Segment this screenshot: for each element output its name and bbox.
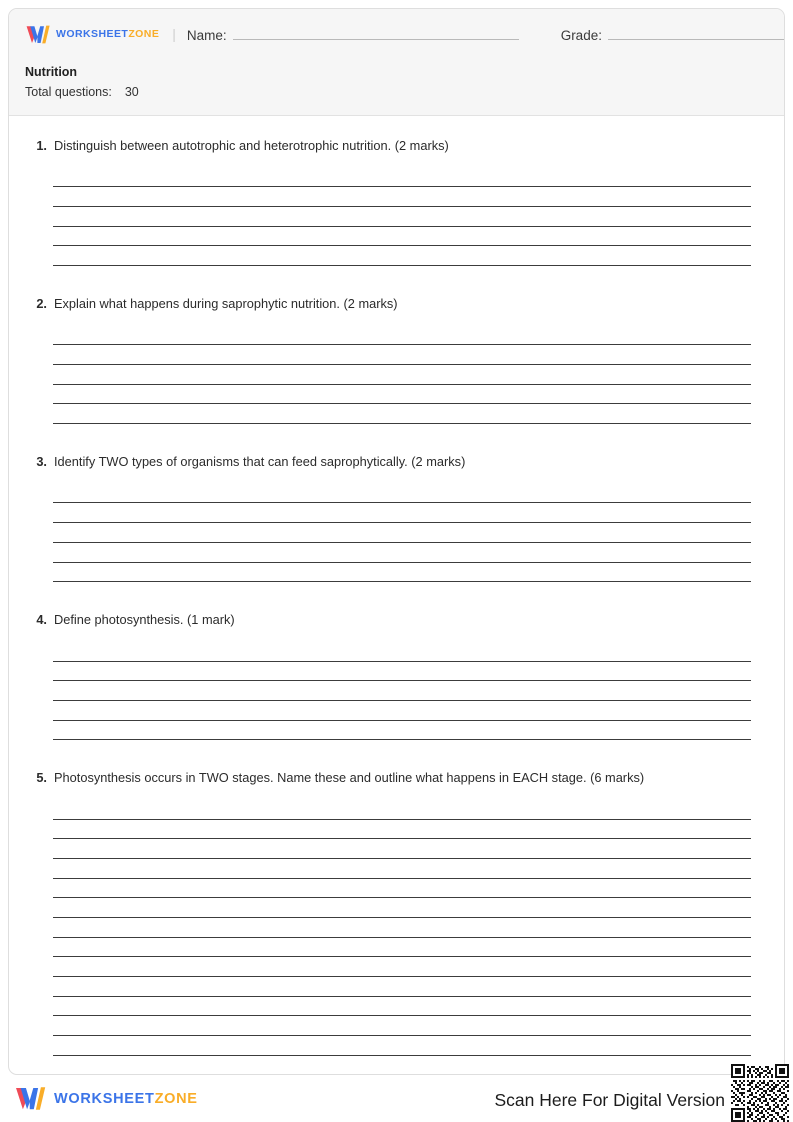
question-header [25,612,768,629]
answer-area[interactable] [53,484,751,582]
grade-field-label: Grade: [560,27,602,43]
answer-line[interactable] [53,227,751,247]
answer-line[interactable] [53,879,751,899]
answer-line[interactable] [53,938,751,958]
worksheet-zone-w-logo-icon [14,1086,47,1111]
footer-brand-logo[interactable] [14,1086,198,1111]
answer-line[interactable] [53,187,751,207]
answer-line[interactable] [53,977,751,997]
answer-line[interactable] [53,385,751,405]
answer-line[interactable] [53,1056,751,1075]
answer-area[interactable] [53,800,751,1075]
spacer [25,582,768,612]
total-questions [25,85,768,99]
question-item [25,138,768,266]
total-questions-value: 30 [124,85,139,99]
answer-line[interactable] [53,957,751,977]
footer-brand-word-zone: ZONE [154,1090,198,1107]
question-number: 1. [36,138,47,153]
worksheet-zone-w-logo-icon [25,25,51,44]
answer-area[interactable] [53,326,751,424]
answer-line[interactable] [53,543,751,563]
answer-line[interactable] [53,1016,751,1036]
total-questions-label: Total questions: [25,85,112,99]
answer-line[interactable] [53,701,751,721]
page-footer [0,1080,793,1122]
spacer [25,266,768,296]
question-number: 2. [36,296,47,312]
scan-prompt-text: Scan Here For Digital Version [494,1090,725,1110]
answer-area[interactable] [53,642,751,740]
answer-line[interactable] [53,365,751,385]
question-number: 5. [36,770,47,786]
answer-line[interactable] [53,918,751,938]
question-header [25,138,768,155]
answer-line[interactable] [53,820,751,840]
answer-line[interactable] [53,246,751,266]
identity-row [25,23,768,45]
spacer [25,740,768,770]
answer-line[interactable] [53,563,751,583]
worksheet-card [8,8,785,1075]
header-divider: | [172,26,176,42]
worksheet-title: Nutrition [25,65,78,79]
answer-line[interactable] [53,898,751,918]
name-field-input[interactable] [233,26,519,40]
answer-line[interactable] [53,642,751,662]
answer-line[interactable] [53,503,751,523]
footer-brand-wordmark [54,1091,198,1107]
answer-line[interactable] [53,168,751,188]
answer-line[interactable] [53,721,751,741]
answer-line[interactable] [53,326,751,346]
question-text: Identify TWO types of organisms that can feed saprophytically. (2 marks) [54,454,466,470]
answer-line[interactable] [53,839,751,859]
answer-line[interactable] [53,662,751,682]
answer-line[interactable] [53,484,751,504]
answer-line[interactable] [53,997,751,1017]
question-item [25,612,768,740]
brand-wordmark [56,28,159,40]
question-header [25,296,768,313]
name-field[interactable] [187,26,519,43]
answer-line[interactable] [53,345,751,365]
answer-line[interactable] [53,1036,751,1056]
question-number: 3. [36,454,47,470]
worksheet-header [9,9,784,116]
question-item [25,296,768,424]
spacer [25,424,768,454]
grade-field[interactable] [561,26,785,43]
brand-word-zone: ZONE [128,28,160,40]
answer-line[interactable] [53,681,751,701]
footer-brand-word-worksheet: WORKSHEET [54,1090,155,1107]
question-item [25,770,768,1075]
worksheet-title-block [25,65,768,99]
answer-line[interactable] [53,800,751,820]
question-text: Explain what happens during saprophytic nutrition. (2 marks) [54,296,398,312]
question-text: Photosynthesis occurs in TWO stages. Name these and outline what happens in EACH stage. (6 marks) [54,770,645,786]
questions-list [9,116,784,1075]
answer-line[interactable] [53,859,751,879]
qr-code-icon[interactable] [731,1064,789,1122]
question-number: 4. [36,612,47,628]
question-item [25,454,768,582]
answer-line[interactable] [53,404,751,424]
brand-word-worksheet: WORKSHEET [56,28,129,40]
answer-line[interactable] [53,523,751,543]
question-header [25,770,768,787]
question-text: Distinguish between autotrophic and heterotrophic nutrition. (2 marks) [54,138,449,153]
brand-logo[interactable] [25,25,159,44]
question-header [25,454,768,471]
answer-area[interactable] [53,168,751,266]
name-field-label: Name: [186,27,227,43]
grade-field-input[interactable] [608,26,785,40]
answer-line[interactable] [53,207,751,227]
question-text: Define photosynthesis. (1 mark) [54,612,235,628]
